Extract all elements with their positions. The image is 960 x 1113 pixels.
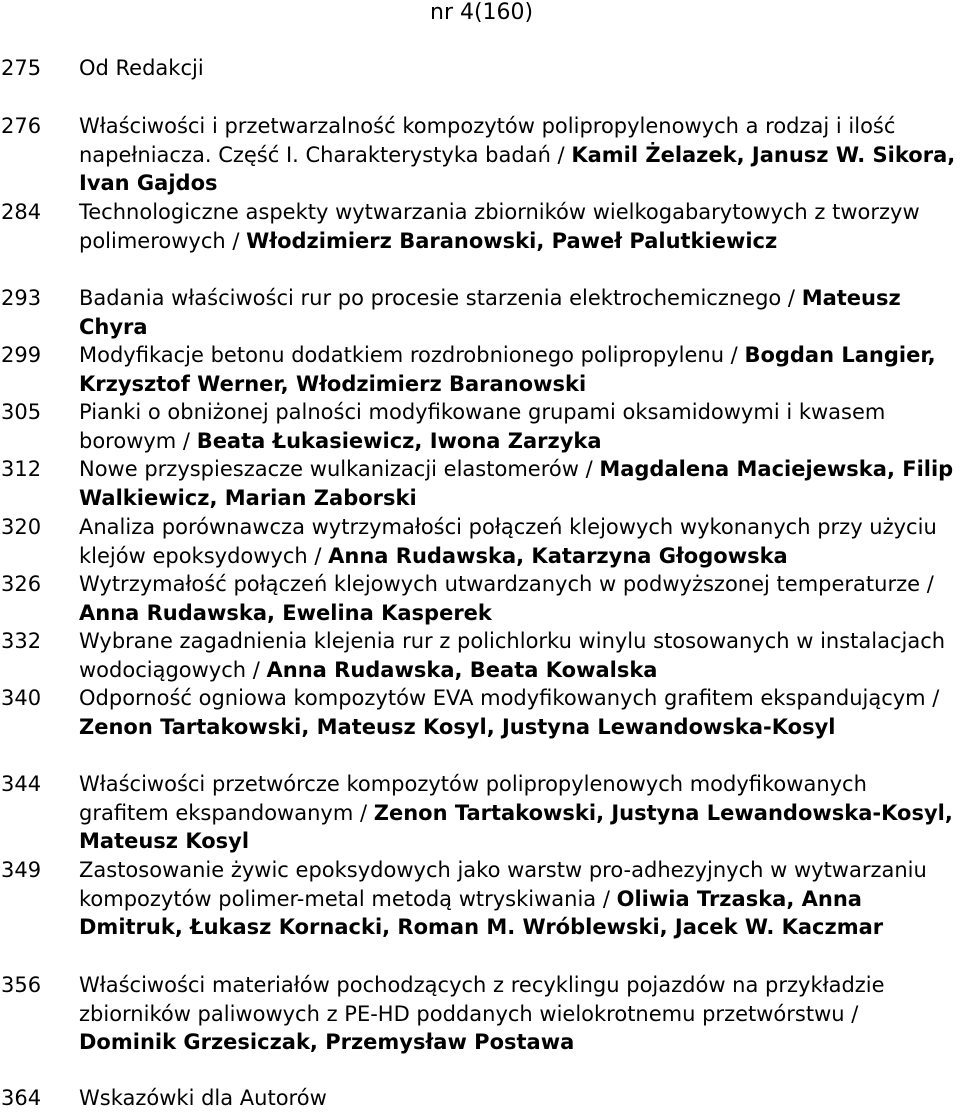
- article-title: Od Redakcji: [79, 56, 204, 80]
- article-authors: Zenon Tartakowski, Mateusz Kosyl, Justyna Lewandowska-Kosyl: [79, 714, 836, 739]
- article-title: Wytrzymałość połączeń klejowych utwardzanych w podwyższonej temperaturze /: [79, 572, 934, 596]
- page-number: 332: [1, 629, 42, 653]
- article-authors: Dominik Grzesiczak, Przemysław Postawa: [79, 1030, 575, 1055]
- page-number: 284: [1, 200, 42, 224]
- article-authors: Kamil Żelazek, Janusz W. Sikora, Ivan Gajdos: [79, 142, 956, 196]
- entry-text: [79, 684, 960, 741]
- entry-text: [79, 398, 960, 455]
- article-title: Technologiczne aspekty wytwarzania zbiorników wielkogabarytowych z tworzyw polimerowych /: [79, 200, 920, 253]
- article-title: Modyfikacje betonu dodatkiem rozdrobnionego polipropylenu /: [79, 343, 745, 367]
- page-number: 293: [1, 286, 42, 310]
- toc-entry: [0, 513, 960, 570]
- entry-text: [79, 112, 960, 198]
- entry-text: [79, 455, 960, 512]
- article-authors: Włodzimierz Baranowski, Paweł Palutkiewicz: [246, 228, 778, 253]
- article-title: Właściwości przetwórcze kompozytów polipropylenowych modyfikowanych grafitem ekspandowanym /: [79, 772, 867, 825]
- toc-entry: [0, 770, 960, 856]
- page-number: 275: [1, 56, 42, 80]
- article-title: Wybrane zagadnienia klejenia rur z polichlorku winylu stosowanych w instalacjach wodociągowych /: [79, 629, 946, 682]
- entry-text: [79, 856, 960, 942]
- page-number: 344: [1, 772, 42, 796]
- article-authors: Beata Łukasiewicz, Iwona Zarzyka: [196, 428, 602, 453]
- article-title: Zastosowanie żywic epoksydowych jako warstw pro-adhezyjnych w wytwarzaniu kompozytów polimer-metal metodą wtryskiwania /: [79, 858, 927, 911]
- article-title: Badania właściwości rur po procesie starzenia elektrochemicznego /: [79, 286, 802, 310]
- article-title: Właściwości materiałów pochodzących z recyklingu pojazdów na przykładzie zbiorników paliwowych z PE-HD poddanych wielokrotnemu przetwórstwu /: [79, 973, 885, 1026]
- page-number: 356: [1, 973, 42, 997]
- toc-entry: [0, 570, 960, 627]
- entry-text: [79, 54, 960, 83]
- toc-entry: [0, 455, 960, 512]
- page-number: 276: [1, 114, 42, 138]
- page-number: 364: [1, 1086, 42, 1110]
- entry-text: [79, 513, 960, 570]
- entry-text: [79, 971, 960, 1057]
- article-title: Wskazówki dla Autorów: [79, 1086, 327, 1110]
- entry-text: [79, 1084, 960, 1113]
- entry-text: [79, 284, 960, 341]
- page-number: 349: [1, 858, 42, 882]
- article-authors: Anna Rudawska, Beata Kowalska: [266, 657, 658, 682]
- toc-entry: [0, 54, 960, 83]
- article-title: Pianki o obniżonej palności modyfikowane grupami oksamidowymi i kwasem borowym /: [79, 400, 886, 453]
- article-authors: Magdalena Maciejewska, Filip Walkiewicz, Marian Zaborski: [79, 457, 954, 510]
- toc-entry: [0, 971, 960, 1057]
- toc-entry: [0, 341, 960, 398]
- toc-entry: [0, 284, 960, 341]
- article-title: Odporność ogniowa kompozytów EVA modyfikowanych grafitem ekspandującym /: [79, 686, 940, 710]
- article-authors: Bogdan Langier, Krzysztof Werner, Włodzimierz Baranowski: [79, 343, 936, 396]
- toc-entry: [0, 856, 960, 942]
- toc-entry: [0, 627, 960, 684]
- entry-text: [79, 341, 960, 398]
- issue-number: nr 4(160): [430, 0, 534, 25]
- toc-entry: [0, 398, 960, 455]
- article-authors: Mateusz Chyra: [79, 286, 901, 339]
- entry-text: [79, 770, 960, 856]
- article-authors: Zenon Tartakowski, Justyna Lewandowska-Kosyl, Mateusz Kosyl: [79, 800, 953, 854]
- toc-entry: [0, 198, 960, 255]
- page-number: 326: [1, 572, 42, 596]
- entry-text: [79, 570, 960, 627]
- toc-entry: [0, 684, 960, 741]
- page-number: 312: [1, 457, 42, 481]
- article-authors: Anna Rudawska, Katarzyna Głogowska: [328, 543, 788, 568]
- toc-entry: [0, 112, 960, 198]
- article-authors: Oliwia Trzaska, Anna Dmitruk, Łukasz Kornacki, Roman M. Wróblewski, Jacek W. Kaczmar: [79, 886, 884, 940]
- page-number: 299: [1, 343, 42, 367]
- article-title: Nowe przyspieszacze wulkanizacji elastomerów /: [79, 457, 600, 481]
- page-number: 340: [1, 686, 42, 710]
- toc-entry: [0, 1084, 960, 1113]
- entry-text: [79, 198, 960, 255]
- article-title: Właściwości i przetwarzalność kompozytów polipropylenowych a rodzaj i ilość napełniacza. Część I. Charakterystyka badań /: [79, 114, 896, 167]
- page-number: 305: [1, 400, 42, 424]
- entry-text: [79, 627, 960, 684]
- page-number: 320: [1, 515, 42, 539]
- article-authors: Anna Rudawska, Ewelina Kasperek: [79, 600, 492, 625]
- article-title: Analiza porównawcza wytrzymałości połączeń klejowych wykonanych przy użyciu klejów epoksydowych /: [79, 515, 937, 568]
